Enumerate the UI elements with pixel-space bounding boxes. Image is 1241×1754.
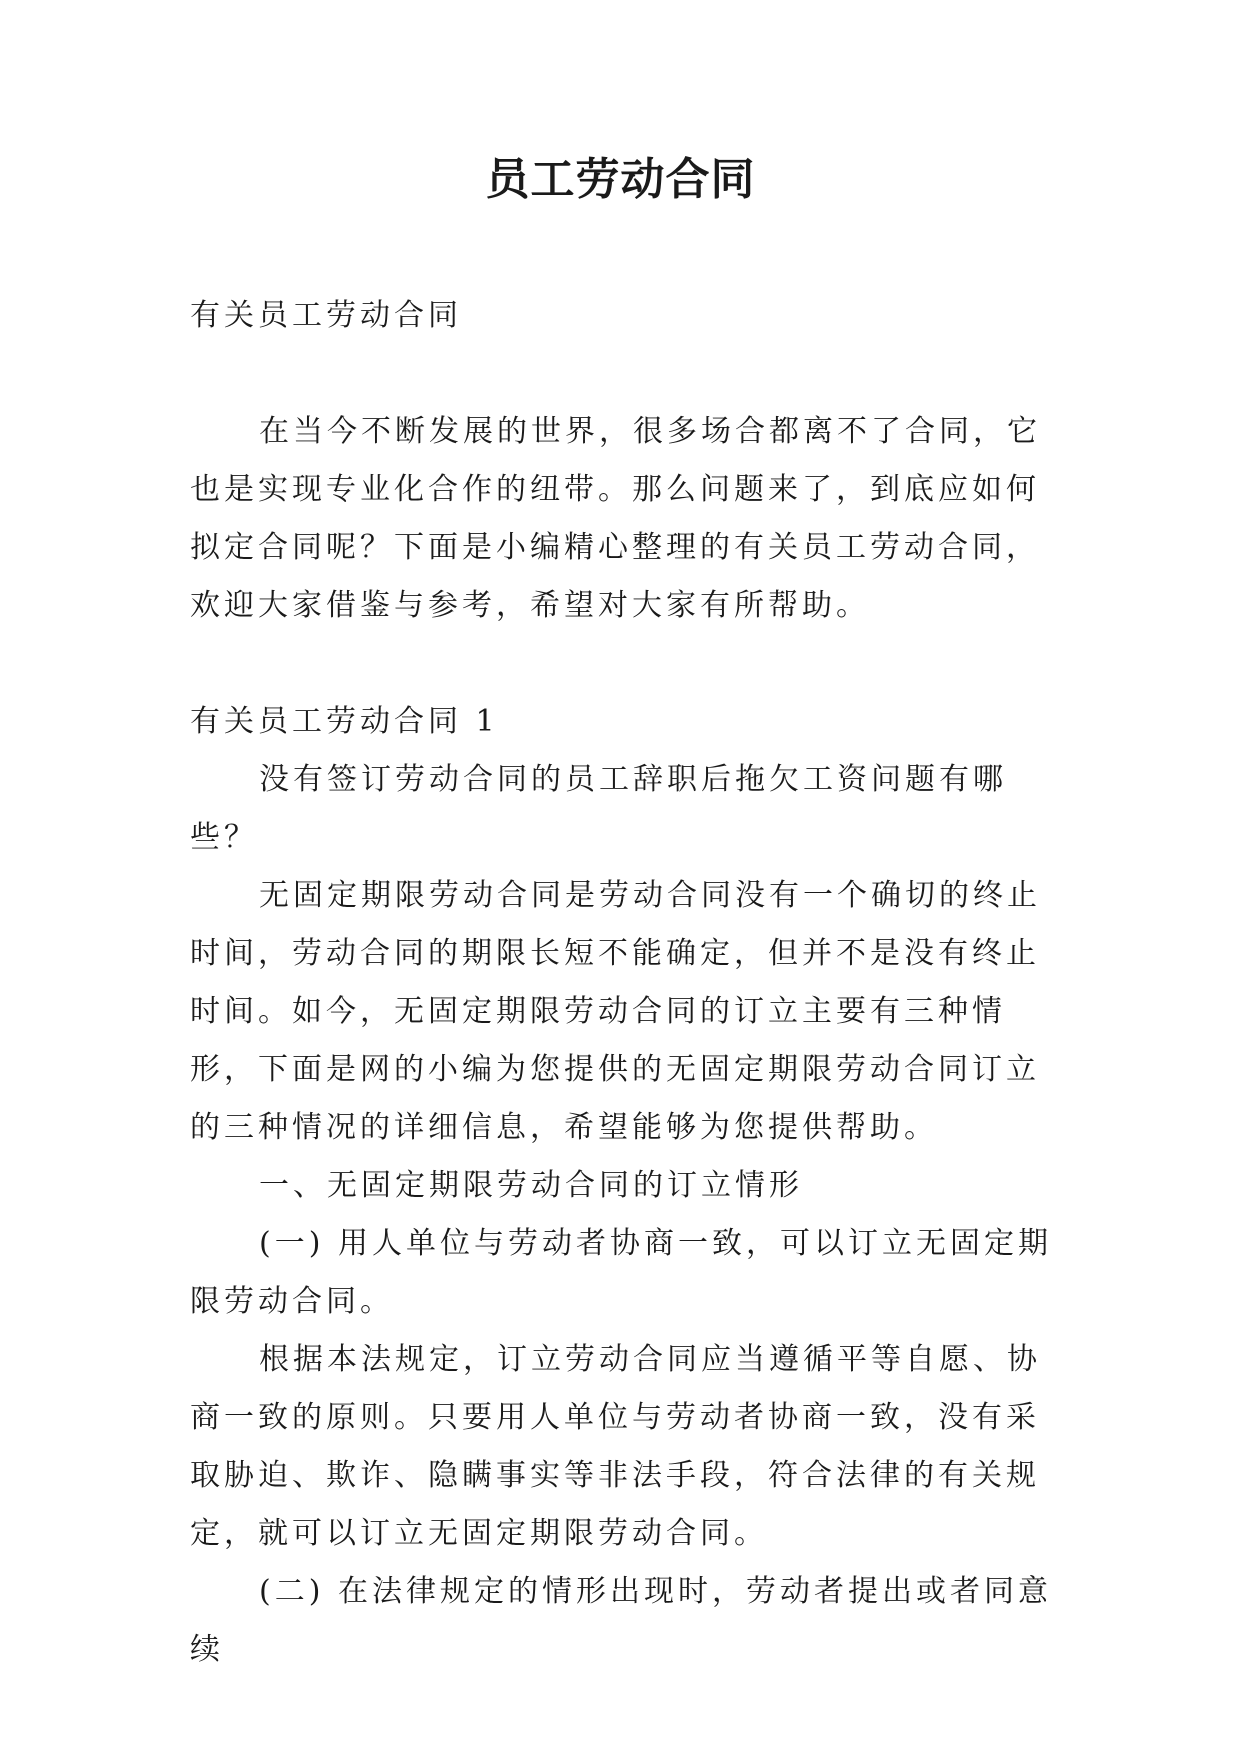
- body-paragraph-item-two: (二) 在法律规定的情形出现时，劳动者提出或者同意续: [190, 1574, 1052, 1667]
- section-heading: 有关员工劳动合同 1: [190, 704, 499, 739]
- document-subtitle: 有关员工劳动合同: [190, 298, 462, 333]
- body-paragraph-question: 没有签订劳动合同的员工辞职后拖欠工资问题有哪些？: [190, 762, 1007, 855]
- body-paragraph-principle: 根据本法规定，订立劳动合同应当遵循平等自愿、协商一致的原则。只要用人单位与劳动者协商一致，没有采取胁迫、欺诈、隐瞒事实等非法手段，符合法律的有关规定，就可以订立无固定期限劳动合同。: [190, 1342, 1041, 1551]
- body-paragraph-item-one: (一) 用人单位与劳动者协商一致，可以订立无固定期限劳动合同。: [190, 1226, 1052, 1319]
- body-paragraph-heading-one: 一、无固定期限劳动合同的订立情形: [259, 1168, 803, 1203]
- intro-paragraph: 在当今不断发展的世界，很多场合都离不了合同，它也是实现专业化合作的纽带。那么问题来了，到底应如何拟定合同呢？下面是小编精心整理的有关员工劳动合同，欢迎大家借鉴与参考，希望对大家有所帮助。: [190, 414, 1041, 623]
- document-title: 员工劳动合同: [485, 154, 756, 205]
- body-paragraph-definition: 无固定期限劳动合同是劳动合同没有一个确切的终止时间，劳动合同的期限长短不能确定，但并不是没有终止时间。如今，无固定期限劳动合同的订立主要有三种情形，下面是网的小编为您提供的无固定期限劳动合同订立的三种情况的详细信息，希望能够为您提供帮助。: [190, 878, 1041, 1145]
- document-body: [190, 287, 1060, 1679]
